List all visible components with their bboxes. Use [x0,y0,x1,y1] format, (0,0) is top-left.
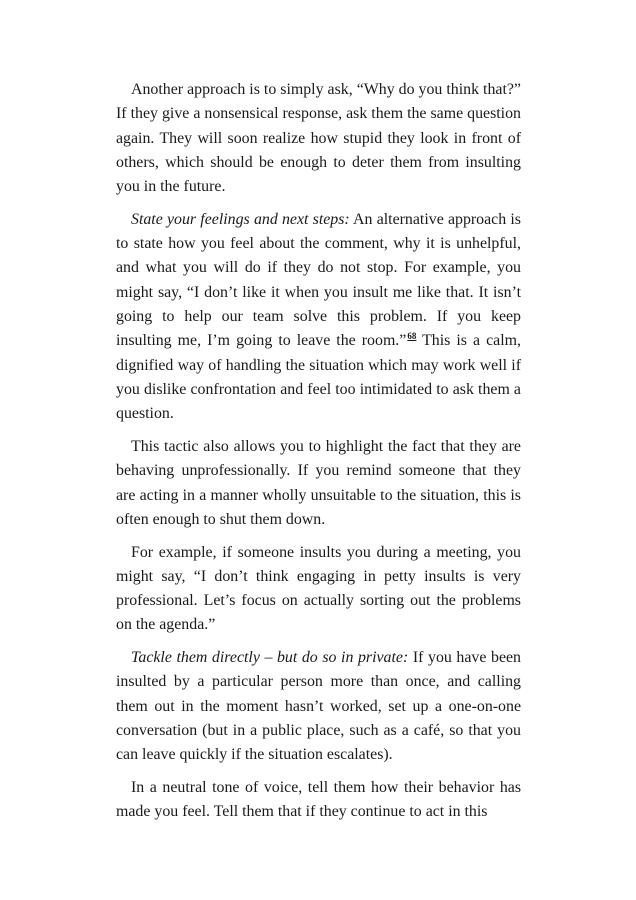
paragraph-unprofessional [116,435,521,532]
paragraph-ask-why [116,78,521,199]
paragraph-lead-italic: State your feelings and next steps: [131,210,350,228]
page-body [116,78,521,833]
paragraph-text: Another approach is to simply ask, “Why do you think that?” If they give a nonsensical response, ask them the same question again. They will soon realize how stupid they look in front of others, which should be enough to deter them from insulting you in the future. [116,81,521,196]
paragraph-text: An alternative approach is to state how you feel about the comment, why it is unhelpful, and what you will do if they do not stop. For example, you might say, “I don’t like it when you insult me like that. It isn’t going to help our team solve this problem. If you keep insulting me, I’m going to leave the room.” [116,210,521,350]
paragraph-meeting-example [116,541,521,638]
paragraph-text: For example, if someone insults you during a meeting, you might say, “I don’t think engaging in petty insults is very professional. Let’s focus on actually sorting out the problems on the agenda.” [116,543,521,634]
paragraph-text-continued: This is a calm, dignified way of handling the situation which may work well if you dislike confrontation and feel too intimidated to ask them a question. [116,332,521,423]
footnote-reference-link[interactable]: 68 [407,331,417,342]
paragraph-text: In a neutral tone of voice, tell them how their behavior has made you feel. Tell them that if they continue to act in this [116,778,521,821]
paragraph-text: If you have been insulted by a particular person more than once, and calling them out in the moment hasn’t worked, set up a one-on-one conversation (but in a public place, such as a café, so that you can leave quickly if the situation escalates). [116,649,521,764]
paragraph-state-feelings [116,208,521,427]
paragraph-lead-italic: Tackle them directly – but do so in private: [131,649,409,667]
paragraph-neutral-tone [116,776,521,825]
paragraph-tackle-directly [116,646,521,767]
paragraph-text: This tactic also allows you to highlight the fact that they are behaving unprofessionally. If you remind someone that they are acting in a manner wholly unsuitable to the situation, this is often enough to shut them down. [116,437,521,528]
